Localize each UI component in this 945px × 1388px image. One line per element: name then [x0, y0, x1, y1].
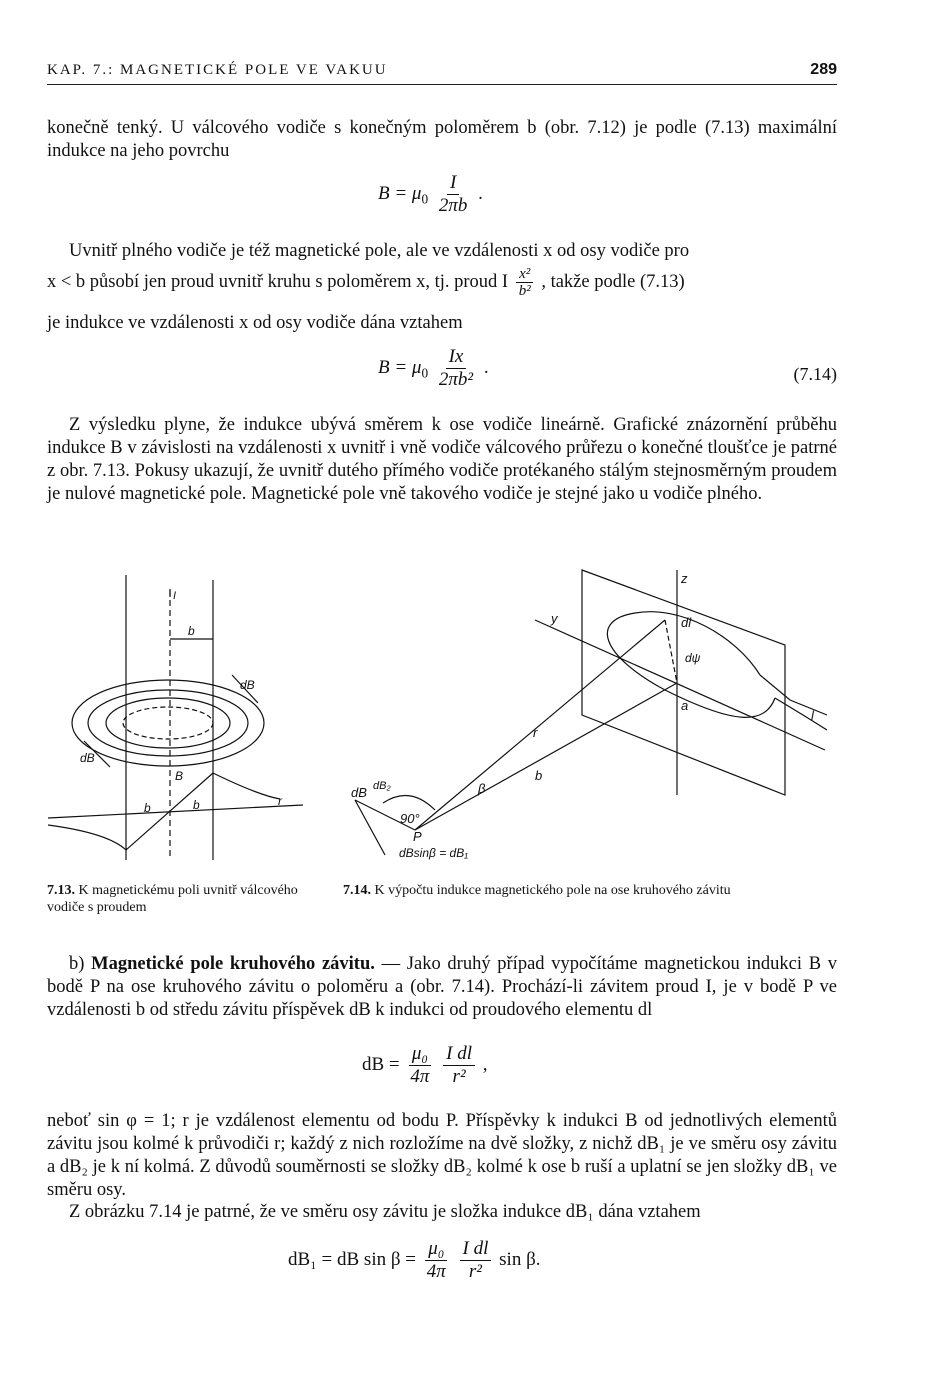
- eq3-n1: μ₀: [409, 1043, 431, 1066]
- loop-plane: [582, 570, 785, 795]
- fig2-label-y: y: [551, 611, 558, 626]
- page-number: 289: [810, 61, 837, 78]
- field-line-2: [106, 698, 230, 748]
- equation-2: [378, 346, 489, 391]
- fig2-label-b: b: [535, 768, 543, 783]
- eq3-n2: I dl: [443, 1043, 475, 1066]
- eq4-lhs: dB₁ = dB sin β =: [288, 1248, 416, 1270]
- section-b-label: b): [69, 954, 85, 974]
- p3-part-b: , takže podle (7.13): [541, 271, 685, 292]
- fig1-label-b-right: b: [193, 798, 200, 812]
- figure-7-14: [345, 565, 835, 865]
- fig2-label-l: l: [811, 708, 814, 723]
- figure-7-13: [48, 575, 318, 870]
- fig1-label-I: I: [173, 590, 177, 602]
- fig2-caption-text: K výpočtu indukce magnetického pole na ose kruhového závitu: [374, 883, 731, 898]
- equation-2-number: (7.14): [793, 364, 837, 384]
- r-line: [415, 620, 665, 830]
- eq4-n2: I dl: [460, 1238, 492, 1261]
- eq3-d2: r²: [452, 1066, 466, 1087]
- field-line-3: [88, 690, 248, 756]
- paragraph-1: konečně tenký. U válcového vodiče s konečným poloměrem b (obr. 7.12) je podle (7.13) maximální indukce na jeho povrchu: [47, 118, 837, 161]
- running-title: KAP. 7.: MAGNETICKÉ POLE VE VAKUU: [47, 62, 388, 78]
- y-axis: [535, 620, 825, 750]
- eq3-tail: ,: [482, 1053, 488, 1075]
- field-line-4: [72, 680, 264, 766]
- paragraph-5: Z výsledku plyne, že indukce ubývá směrem k ose vodiče lineárně. Grafické znázornění průběhu indukce B v závislosti na vzdálenosti x uvnitř i vně vodiče válcového průřezu o konečné tloušťce je patrné z obr. 7.13. Pokusy ukazují, že uvnitř dutého přímého vodiče protékaného stálým stejnosměrným proudem je nulové magnetické pole. Magnetické pole vně takového vodiče je stejné jako u vodiče plného.: [47, 415, 837, 504]
- eq4-d2: r²: [468, 1261, 482, 1282]
- equation-3: [362, 1043, 488, 1088]
- fig1-caption-num: 7.13.: [47, 883, 75, 898]
- fig2-caption-num: 7.14.: [343, 883, 371, 898]
- section-b-title: Magnetické pole kruhového závitu.: [91, 954, 375, 974]
- fig2-label-r: r: [533, 725, 538, 740]
- fig2-label-a: a: [681, 698, 689, 713]
- section-b-paragraph: [47, 953, 837, 1022]
- b-line: [415, 683, 677, 830]
- eq1-den: 2πb: [438, 195, 468, 216]
- eq4-tail: sin β.: [499, 1248, 541, 1270]
- paragraph-3: [47, 266, 837, 300]
- fig2-label-angle: 90°: [400, 811, 420, 826]
- right-angle-arc: [383, 795, 435, 810]
- fig1-label-b-left: b: [144, 801, 151, 815]
- eq1-tail: .: [478, 182, 483, 204]
- eq3-lhs: dB =: [362, 1053, 400, 1075]
- figure-7-14-caption: [343, 882, 743, 899]
- running-header: [47, 60, 837, 85]
- p3-part-a: x < b působí jen proud uvnitř kruhu s poloměrem x, tj. proud I: [47, 271, 509, 292]
- eq2-den: 2πb²: [438, 369, 474, 390]
- eq4-d1: 4π: [426, 1261, 446, 1282]
- fig2-label-P: P: [413, 829, 422, 844]
- equation-4: [288, 1238, 540, 1283]
- eq3-d1: 4π: [410, 1066, 430, 1087]
- paragraph-4: je indukce ve vzdálenosti x od osy vodiče dána vztahem: [47, 313, 463, 333]
- fig1-label-b-top: b: [188, 624, 195, 638]
- fig1-label-dB-right: dB: [240, 678, 255, 692]
- paragraph-6: neboť sin φ = 1; r je vzdálenost elementu od bodu P. Příspěvky k indukci B od jednotlivých elementů závitu jsou kolmé k průvodiči r; každý z nich rozložíme na dvě složky, z nichž dB₁ je ve směru osy závitu a dB₂ je k ní kolmá. Z důvodů souměrnosti se složky dB₂ kolmé k ose b ruší a uplatní se jen složky dB₁ ve směru osy.: [47, 1111, 837, 1200]
- eq2-sub: 0: [421, 365, 429, 381]
- fig2-label-beta: β: [478, 781, 486, 796]
- equation-1: [378, 172, 483, 217]
- p3-frac-den: b²: [518, 283, 531, 299]
- eq1-sub: 0: [421, 191, 429, 207]
- eq2-lhs: B = μ: [378, 356, 422, 378]
- fig1-caption-text: K magnetickému poli uvnitř válcového vodiče s proudem: [47, 883, 298, 915]
- fig2-label-dB2: dB₂: [373, 780, 391, 792]
- lead-lower: [775, 698, 827, 730]
- eq2-tail: .: [483, 356, 489, 378]
- eq4-n1: μ₀: [425, 1238, 447, 1261]
- field-line-inner: [123, 707, 213, 739]
- fig2-label-sin-relation: dBsinβ = dB₁: [399, 846, 469, 860]
- fig2-label-dB: dB: [351, 785, 367, 800]
- fig1-label-B: B: [175, 769, 184, 783]
- p3-frac-num: x²: [516, 266, 533, 283]
- fig1-label-dB-left: dB: [80, 751, 95, 765]
- fig2-label-dl: dl: [681, 615, 692, 630]
- dB2-arrow: [355, 800, 385, 855]
- eq2-num: Ix: [446, 346, 467, 369]
- fig2-label-dpsi: dψ: [685, 651, 701, 665]
- fig1-label-r: r: [278, 794, 282, 808]
- paragraph-7: Z obrázku 7.14 je patrné, že ve směru osy závitu je složka indukce dB₁ dána vztahem: [69, 1202, 701, 1222]
- radius-a-line: [665, 620, 677, 683]
- section-b-text: — Jako druhý případ vypočítáme magnetickou indukci B v bodě P na ose kruhového závitu o poloměru a (obr. 7.14). Prochází-li závitem proud I, je v bodě P ve vzdálenosti b od středu závitu příspěvek dB k indukci od proudového elementu dl: [47, 954, 837, 1020]
- fig2-label-z: z: [681, 571, 688, 586]
- eq1-num: I: [447, 172, 459, 195]
- figure-7-13-caption: [47, 882, 327, 916]
- paragraph-2: Uvnitř plného vodiče je též magnetické pole, ale ve vzdálenosti x od osy vodiče pro: [69, 241, 690, 261]
- eq1-lhs: B = μ: [378, 182, 422, 204]
